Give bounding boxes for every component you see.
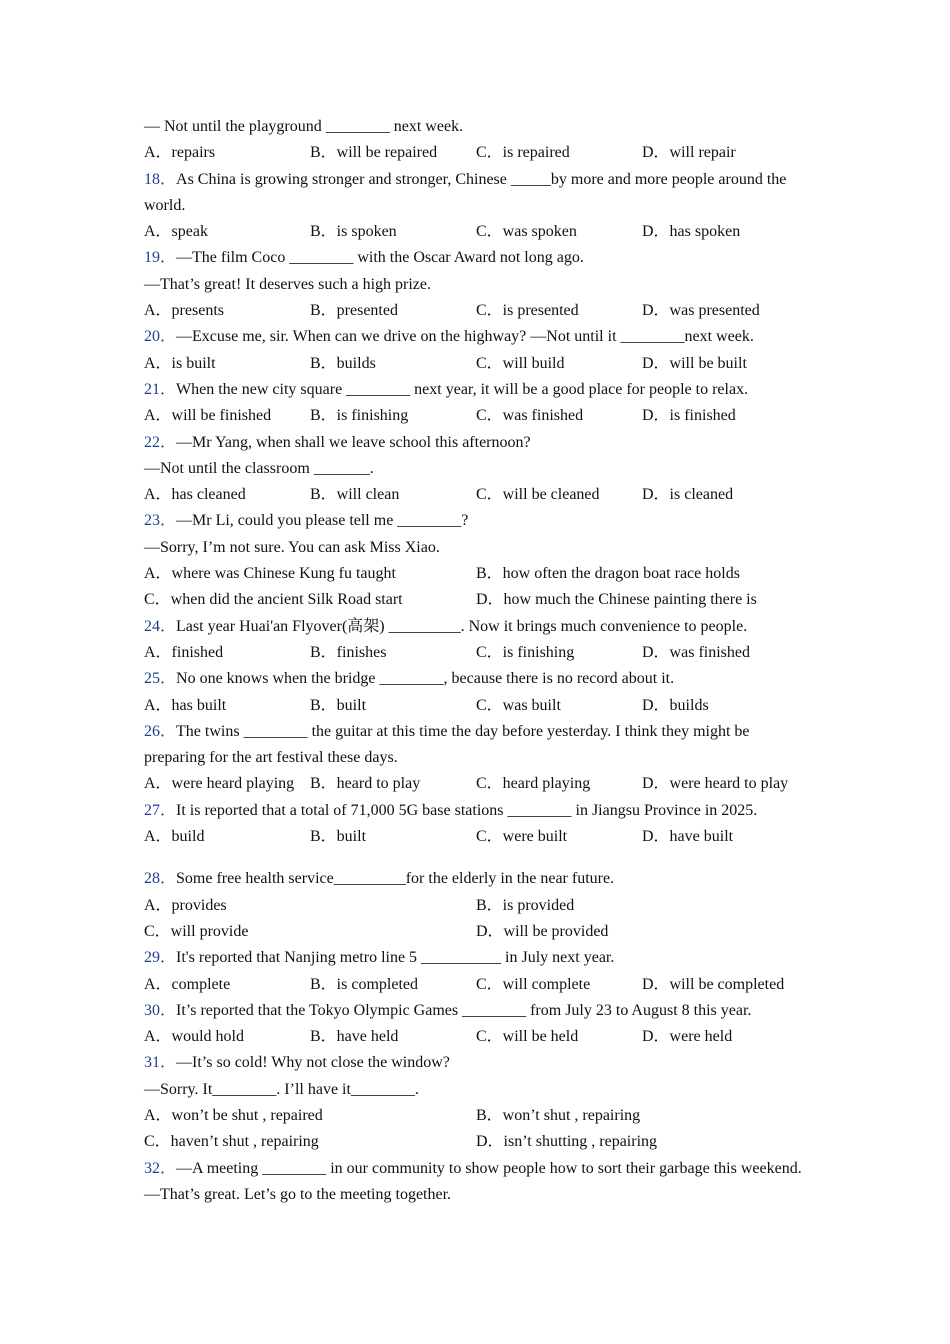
q23-line2: —Sorry, I’m not sure. You can ask Miss Xiao. (144, 538, 440, 556)
q25-option-b[interactable]: B．built (310, 696, 367, 714)
q21-option-d[interactable]: D．is finished (642, 407, 736, 425)
q23-option-b[interactable]: B．how often the dragon boat race holds (476, 565, 740, 583)
q30-stem (144, 998, 809, 1024)
q30-option-b[interactable]: B．have held (310, 1028, 399, 1046)
q24-option-b[interactable]: B．finishes (310, 643, 387, 661)
q19-stem (144, 245, 809, 271)
q31-option-a[interactable]: A．won’t be shut , repaired (144, 1106, 323, 1124)
q21-number: 21． (144, 380, 177, 398)
q30-option-a[interactable]: A．would hold (144, 1028, 245, 1046)
q18-stem (144, 167, 809, 220)
q19-number: 19． (144, 249, 177, 267)
q28-number: 28． (144, 870, 177, 888)
q18-option-a[interactable]: A．speak (144, 223, 208, 241)
q31-options-row2 (144, 1129, 809, 1155)
q28-option-d[interactable]: D．will be provided (476, 922, 609, 940)
q20-text: —Excuse me, sir. When can we drive on the highway? —Not until it ________next week. (176, 328, 754, 346)
q23-options-row2 (144, 587, 809, 613)
q17-option-b[interactable]: B．will be repaired (310, 144, 438, 162)
q25-number: 25． (144, 670, 177, 688)
q30-number: 30． (144, 1001, 177, 1019)
q19-option-a[interactable]: A．presents (144, 302, 224, 320)
q28-option-b[interactable]: B．is provided (476, 896, 575, 914)
q28-stem (144, 866, 809, 892)
q20-option-b[interactable]: B．builds (310, 354, 376, 372)
q26-number: 26． (144, 722, 177, 740)
q17-option-d[interactable]: D．will repair (642, 144, 736, 162)
q23-option-c[interactable]: C．when did the ancient Silk Road start (144, 591, 403, 609)
q20-option-d[interactable]: D．will be built (642, 354, 747, 372)
q30-text: It’s reported that the Tokyo Olympic Games ________ from July 23 to August 8 this year. (176, 1001, 752, 1019)
q23-number: 23． (144, 512, 177, 530)
q24-stem (144, 614, 809, 640)
q26-option-c[interactable]: C．heard playing (476, 775, 591, 793)
q27-option-c[interactable]: C．were built (476, 828, 568, 846)
q28-option-a[interactable]: A．provides (144, 896, 227, 914)
q18-options (144, 219, 809, 245)
q27-options (144, 824, 809, 850)
q22-option-c[interactable]: C．will be cleaned (476, 486, 600, 504)
q31-options-row1 (144, 1103, 809, 1129)
q21-options (144, 403, 809, 429)
q31-option-c[interactable]: C．haven’t shut , repairing (144, 1133, 319, 1151)
q22-option-d[interactable]: D．is cleaned (642, 486, 734, 504)
q29-option-b[interactable]: B．is completed (310, 975, 418, 993)
q19-text: —The film Coco ________ with the Oscar Award not long ago. (176, 249, 584, 267)
q31-option-d[interactable]: D．isn’t shutting , repairing (476, 1133, 658, 1151)
q29-options (144, 972, 809, 998)
q22-number: 22． (144, 433, 177, 451)
q22-option-a[interactable]: A．has cleaned (144, 486, 246, 504)
q24-option-c[interactable]: C．is finishing (476, 643, 575, 661)
q22-line2: —Not until the classroom _______. (144, 459, 374, 477)
q18-number: 18． (144, 170, 177, 188)
q20-number: 20． (144, 328, 177, 346)
q29-number: 29． (144, 949, 177, 967)
q24-options (144, 640, 809, 666)
q32-number: 32． (144, 1159, 177, 1177)
q29-text: It's reported that Nanjing metro line 5 __________ in July next year. (176, 949, 615, 967)
q27-stem (144, 798, 809, 824)
q25-stem (144, 666, 809, 692)
q32-stem (144, 1156, 809, 1182)
q19-options (144, 298, 809, 324)
q27-number: 27． (144, 801, 177, 819)
q31-text: —It’s so cold! Why not close the window? (176, 1054, 450, 1072)
q26-text: The twins ________ the guitar at this time the day before yesterday. I think they might be preparing for the art festival these days. (144, 722, 750, 767)
section-gap (144, 850, 809, 866)
q19-line2: —That’s great! It deserves such a high prize. (144, 275, 432, 293)
q27-option-a[interactable]: A．build (144, 828, 205, 846)
q21-option-a[interactable]: A．will be finished (144, 407, 272, 425)
q28-option-c[interactable]: C．will provide (144, 922, 249, 940)
q28-options-row2 (144, 919, 809, 945)
q21-option-c[interactable]: C．was finished (476, 407, 584, 425)
q27-option-d[interactable]: D．have built (642, 828, 734, 846)
q27-text: It is reported that a total of 71,000 5G base stations ________ in Jiangsu Province in 2025. (176, 801, 758, 819)
q25-options (144, 693, 809, 719)
q30-option-c[interactable]: C．will be held (476, 1028, 579, 1046)
q29-option-d[interactable]: D．will be completed (642, 975, 785, 993)
q24-option-d[interactable]: D．was finished (642, 643, 750, 661)
q25-text: No one knows when the bridge ________, because there is no record about it. (176, 670, 675, 688)
q20-option-c[interactable]: C．will build (476, 354, 565, 372)
q22-text: —Mr Yang, when shall we leave school this afternoon? (176, 433, 531, 451)
q30-options (144, 1024, 809, 1050)
q20-stem (144, 324, 809, 350)
q21-option-b[interactable]: B．is finishing (310, 407, 409, 425)
q24-option-a[interactable]: A．finished (144, 643, 224, 661)
q31-line2: —Sorry. It________. I’ll have it________. (144, 1080, 419, 1098)
q23-stem (144, 508, 809, 534)
q23-option-a[interactable]: A．where was Chinese Kung fu taught (144, 565, 396, 583)
q26-stem (144, 719, 809, 772)
q17-option-c[interactable]: C．is repaired (476, 144, 570, 162)
q17-answer-line: — Not until the playground ________ next week. (144, 118, 464, 135)
q26-option-b[interactable]: B．heard to play (310, 775, 421, 793)
q23-option-d[interactable]: D．how much the Chinese painting there is (476, 591, 757, 609)
q18-option-b[interactable]: B．is spoken (310, 223, 397, 241)
q17-options (144, 140, 809, 166)
q31-number: 31． (144, 1054, 177, 1072)
q32-text: —A meeting ________ in our community to show people how to sort their garbage this weekend. (176, 1159, 802, 1177)
q26-option-a[interactable]: A．were heard playing (144, 775, 295, 793)
q31-stem (144, 1050, 809, 1076)
q19-option-b[interactable]: B．presented (310, 302, 398, 320)
q20-options (144, 351, 809, 377)
q21-stem (144, 377, 809, 403)
q20-option-a[interactable]: A．is built (144, 354, 216, 372)
q26-options (144, 771, 809, 797)
q31-option-b[interactable]: B．won’t shut , repairing (476, 1106, 641, 1124)
q19-option-c[interactable]: C．is presented (476, 302, 579, 320)
q29-option-c[interactable]: C．will complete (476, 975, 591, 993)
q25-option-c[interactable]: C．was built (476, 696, 561, 714)
q25-option-a[interactable]: A．has built (144, 696, 227, 714)
q30-option-d[interactable]: D．were held (642, 1028, 733, 1046)
q22-options (144, 482, 809, 508)
q32-line2: —That’s great. Let’s go to the meeting together. (144, 1185, 452, 1203)
q26-option-d[interactable]: D．were heard to play (642, 775, 789, 793)
q25-option-d[interactable]: D．builds (642, 696, 709, 714)
q22-stem (144, 430, 809, 456)
q18-option-c[interactable]: C．was spoken (476, 223, 577, 241)
q21-text: When the new city square ________ next year, it will be a good place for people to relax. (176, 380, 749, 398)
q29-option-a[interactable]: A．complete (144, 975, 231, 993)
exam-page (144, 114, 809, 1208)
q27-option-b[interactable]: B．built (310, 828, 367, 846)
q29-stem (144, 945, 809, 971)
q22-option-b[interactable]: B．will clean (310, 486, 400, 504)
q19-option-d[interactable]: D．was presented (642, 302, 760, 320)
q18-text: As China is growing stronger and stronger, Chinese _____by more and more people around the world. (144, 170, 787, 214)
q28-text: Some free health service_________for the elderly in the near future. (176, 870, 615, 888)
q24-text: Last year Huai'an Flyover(高架) _________. Now it brings much convenience to people. (176, 617, 748, 635)
q23-text: —Mr Li, could you please tell me ________? (176, 512, 469, 530)
q17-option-a[interactable]: A．repairs (144, 144, 216, 162)
q28-options-row1 (144, 893, 809, 919)
q24-number: 24． (144, 617, 177, 635)
q23-options-row1 (144, 561, 809, 587)
q18-option-d[interactable]: D．has spoken (642, 223, 741, 241)
